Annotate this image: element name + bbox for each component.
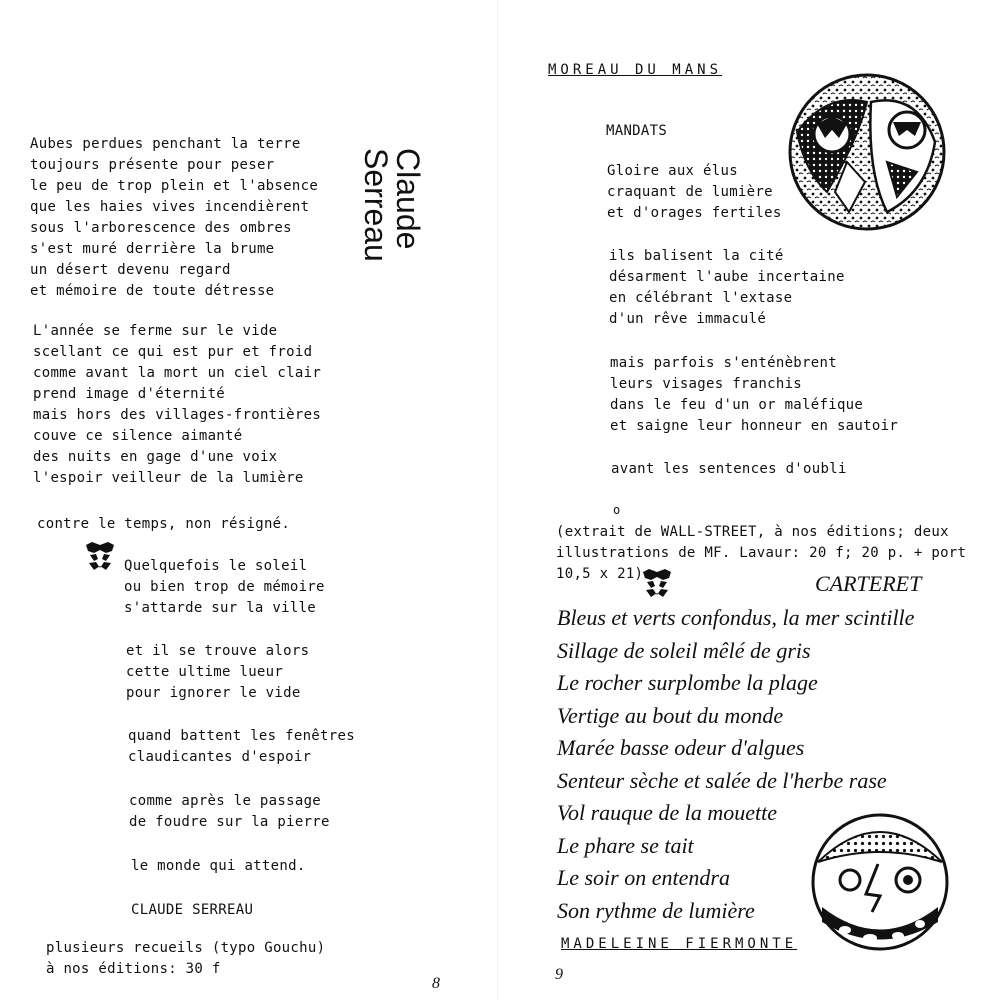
left-publication-note bbox=[46, 938, 325, 980]
carteret-line: Sillage de soleil mêlé de gris bbox=[557, 637, 811, 663]
left-stanza-3 bbox=[124, 556, 325, 619]
right-stanza-2 bbox=[609, 246, 845, 330]
left-stanza-3-line: s'attarde sur la ville bbox=[124, 600, 317, 616]
author-last-name: Serreau bbox=[358, 148, 394, 262]
carteret-line: Le rocher surplombe la plage bbox=[557, 670, 818, 695]
carteret-line: Le phare se tait bbox=[557, 832, 694, 858]
right-stanza-3-line: et saigne leur honneur en sautoir bbox=[610, 418, 899, 434]
right-stanza-3-line: leurs visages franchis bbox=[610, 376, 803, 392]
left-stanza-1-line: que les haies vives incendièrent bbox=[30, 199, 310, 215]
left-stanza-4-line: et il se trouve alors bbox=[126, 643, 310, 659]
left-stanza-2-line: prend image d'éternité bbox=[33, 386, 226, 402]
right-stanza-1-line: et d'orages fertiles bbox=[607, 205, 782, 221]
vertical-author-name bbox=[358, 72, 428, 262]
left-stanza-1-line: sous l'arborescence des ombres bbox=[30, 220, 292, 236]
page-gutter bbox=[497, 0, 498, 1000]
carteret-line: Marée basse odeur d'algues bbox=[557, 735, 805, 760]
left-stanza-1-line: le peu de trop plein et l'absence bbox=[30, 178, 319, 194]
left-stanza-1-line: s'est muré derrière la brume bbox=[30, 241, 275, 257]
extract-note-line: 10,5 x 21) bbox=[556, 566, 644, 582]
left-stanza-7-line: le monde qui attend. bbox=[131, 858, 306, 874]
right-stanza-4 bbox=[611, 459, 847, 480]
carteret-line: Bleus et verts confondus, la mer scintille bbox=[557, 605, 915, 630]
left-stanza-3-line: ou bien trop de mémoire bbox=[124, 579, 325, 595]
ornament-mask-icon bbox=[84, 541, 116, 571]
left-stanza-2-line: comme avant la mort un ciel clair bbox=[33, 365, 322, 381]
left-stanza-5-line: quand battent les fenêtres bbox=[128, 728, 355, 744]
left-stanza-2-line: mais hors des villages-frontières bbox=[33, 407, 322, 423]
left-stanza-2-line: couve ce silence aimanté bbox=[33, 428, 243, 444]
illustration-face-circle-icon bbox=[810, 812, 950, 952]
right-stanza-1 bbox=[607, 161, 782, 224]
left-stanza-4-line: cette ultime lueur bbox=[126, 664, 284, 680]
right-stanza-3-line: mais parfois s'enténèbrent bbox=[610, 355, 837, 371]
right-stanza-3 bbox=[610, 353, 898, 437]
left-stanza-6-line: de foudre sur la pierre bbox=[129, 814, 330, 830]
right-marker: o bbox=[613, 503, 621, 517]
extract-note-line: illustrations de MF. Lavaur: 20 f; 20 p. + port bbox=[556, 545, 967, 561]
carteret-line: Son rythme de lumière bbox=[557, 897, 755, 923]
right-stanza-3-line: dans le feu d'un or maléfique bbox=[610, 397, 864, 413]
left-stanza-1-line: et mémoire de toute détresse bbox=[30, 283, 275, 299]
left-stanza-4 bbox=[126, 641, 309, 704]
right-stanza-2-line: ils balisent la cité bbox=[609, 248, 784, 264]
carteret-title: CARTERET bbox=[815, 571, 922, 596]
right-stanza-2-line: en célébrant l'extase bbox=[609, 290, 793, 306]
poem-title-mandats: MANDATS bbox=[606, 123, 668, 139]
right-stanza-4-line: avant les sentences d'oubli bbox=[611, 461, 847, 477]
left-stanza-1 bbox=[30, 134, 318, 302]
right-author-header: MOREAU DU MANS bbox=[548, 62, 723, 78]
carteret-line: Le soir on entendra bbox=[557, 865, 730, 890]
left-stanza-5 bbox=[128, 726, 355, 768]
carteret-line: Senteur sèche et salée de l'herbe rase bbox=[557, 767, 887, 793]
left-stanza-5-line: claudicantes d'espoir bbox=[128, 749, 312, 765]
left-page-number: 8 bbox=[432, 975, 440, 992]
right-stanza-2-line: d'un rêve immaculé bbox=[609, 311, 767, 327]
left-signature: CLAUDE SERREAU bbox=[131, 902, 254, 918]
left-stanza-1-line: Aubes perdues penchant la terre bbox=[30, 136, 301, 152]
left-stanza-1-line: toujours présente pour peser bbox=[30, 157, 275, 173]
left-stanza-2 bbox=[33, 321, 321, 489]
illustration-two-faces-icon bbox=[787, 72, 947, 232]
left-stanza-6 bbox=[129, 791, 330, 833]
right-page-number: 9 bbox=[555, 966, 563, 983]
left-stanza-4-line: pour ignorer le vide bbox=[126, 685, 301, 701]
left-stanza-2-line: des nuits en gage d'une voix bbox=[33, 449, 278, 465]
left-stanza-2-line: l'espoir veilleur de la lumière bbox=[33, 470, 304, 486]
carteret-author: MADELEINE FIERMONTE bbox=[561, 936, 798, 952]
left-stanza-2-line: L'année se ferme sur le vide bbox=[33, 323, 278, 339]
left-note-line: plusieurs recueils (typo Gouchu) bbox=[46, 940, 326, 956]
carteret-line: Vol rauque de la mouette bbox=[557, 800, 777, 825]
left-closing-line: contre le temps, non résigné. bbox=[37, 516, 291, 532]
right-stanza-1-line: craquant de lumière bbox=[607, 184, 773, 200]
left-stanza-2-line: scellant ce qui est pur et froid bbox=[33, 344, 313, 360]
ornament-mask-icon-2 bbox=[641, 568, 673, 598]
left-stanza-1-line: un désert devenu regard bbox=[30, 262, 231, 278]
left-note-line: à nos éditions: 30 f bbox=[46, 961, 221, 977]
left-stanza-3-line: Quelquefois le soleil bbox=[124, 558, 308, 574]
right-stanza-2-line: désarment l'aube incertaine bbox=[609, 269, 845, 285]
carteret-line: Vertige au bout du monde bbox=[557, 702, 784, 728]
left-stanza-7 bbox=[131, 856, 306, 877]
extract-note-line: (extrait de WALL-STREET, à nos éditions; deux bbox=[556, 524, 949, 540]
author-first-name: Claude bbox=[390, 148, 426, 250]
right-stanza-1-line: Gloire aux élus bbox=[607, 163, 738, 179]
left-stanza-6-line: comme après le passage bbox=[129, 793, 322, 809]
